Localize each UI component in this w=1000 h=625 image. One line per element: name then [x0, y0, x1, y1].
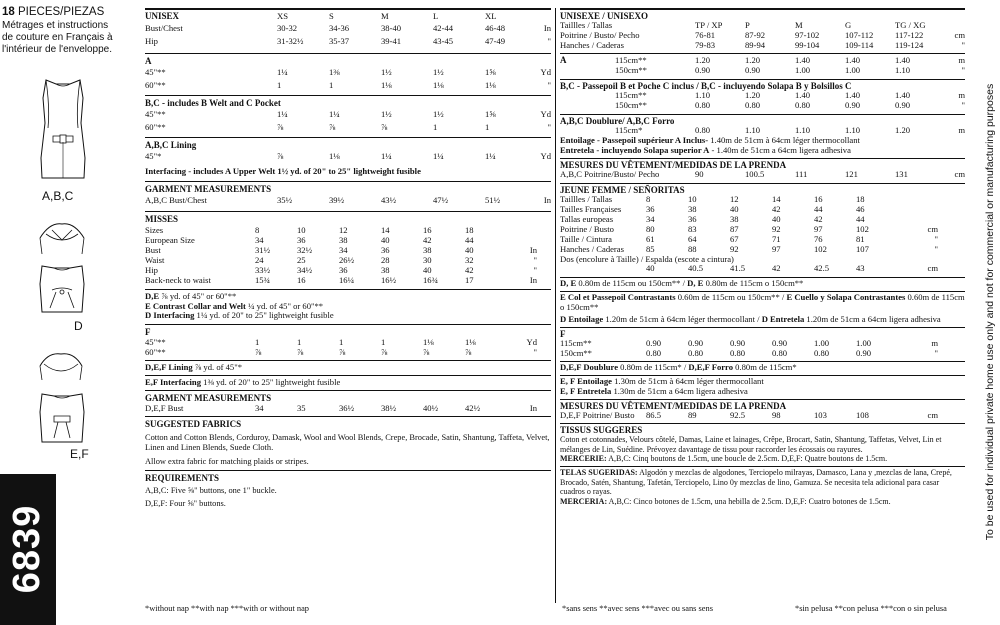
- table-row: Hanches / Caderas 79-83 89-94 99-104 109-114 119-124 ": [560, 41, 965, 51]
- table-row: 150cm** 0.80 0.80 0.80 0.90 0.90 ": [615, 100, 965, 110]
- collar-detail-illustration-e: [38, 348, 84, 382]
- fabrics-text: Cotton and Cotton Blends, Corduroy, Damask, Wool and Wool Blends, Crepe, Brocade, Satin, Shantung, Taffeta, Velvet, Linen and Linen Blends, Suede Cloth.: [145, 432, 550, 452]
- jeune-femme-section: JEUNE FEMME / SEÑORITAS Taillles / Tallas 8 10 12 14 16 18 Tailles Françaises 36 38 40 42 44 46 Tallas europeas 34 36 38 40 42 44 Poitrine / Busto 80 83 87 92 97 102 cm Taille / Cintura 61 64 67 71 76 81 " Hanches / Caderas 85 88 92 97 102 107 " Dos (encolure à Taille) / Espalda (escote a cintura) 40 40.5 41.5 42 42.5 43 cm: [560, 183, 965, 274]
- garment-measurements-2: GARMENT MEASUREMENTS D,E,F Bust 34 35 36½ 38½ 40½ 42½ In: [145, 390, 551, 413]
- table-row: Poitrine / Busto 80 83 87 92 97 102 cm: [560, 224, 938, 234]
- view-label-abc: A,B,C: [42, 189, 74, 203]
- vest-back-illustration-d: [36, 264, 88, 316]
- table-row: 45"* ⅞ 1⅛ 1¼ 1¼ 1¼ Yd: [145, 152, 551, 162]
- vest-back-illustration-ef: [36, 392, 88, 446]
- fr-mesures-1: MESURES DU VÊTEMENT/MEDIDAS DE LA PRENDA A,B,C Poitrine/Busto/ Pecho 90 100.5 111 121 131 cm: [560, 159, 965, 180]
- table-row: Taille / Cintura 61 64 67 71 76 81 ": [560, 234, 938, 244]
- table-row: Taillles / Tallas 8 10 12 14 16 18: [560, 195, 865, 205]
- view-a-title: A: [145, 55, 152, 66]
- column-divider: [555, 8, 556, 603]
- intro-text: Métrages et instructions de couture en Français à l'intérieur de l'enveloppe.: [2, 20, 113, 55]
- fr-view-e-contrast-section: E Col et Passepoil Contrastants 0.60m de 115cm ou 150cm** / E Cuello y Solapa Contrastantes 0.60m de 115cm o 150cm** D Entoilage 1.20m de 51cm à 64cm léger thermocollant / D Entretela 1.20m de 51cm a 64cm ligera adhesiva: [560, 292, 965, 324]
- table-row: 45"** 1¼ 1¼ 1½ 1½ 1⅝ Yd: [145, 110, 551, 120]
- table-row: 150cm** 0.80 0.80 0.80 0.80 0.80 0.90 ": [560, 349, 938, 359]
- table-row: Hip 33½ 34½ 36 38 40 42 ": [145, 265, 537, 275]
- sidebar: [0, 0, 112, 625]
- misses-section: MISSES Sizes 8 10 12 14 16 18 European Size 34 36 38 40 42 44 Bust 31½ 32½ 34 36 38 40 In Waist 24 25 26½ 28 30 32 " Hip 33½ 34½ 36 38 40 42 " Back-neck to waist 15¾ 16 16¼ 16½ 16¾ 17 In: [145, 211, 551, 286]
- unisex-header-row: [145, 11, 551, 22]
- view-bc-title: B,C - includes B Welt and C Pocket: [145, 97, 281, 108]
- table-row: 60"** ⅞ ⅞ ⅞ 1 1 ": [145, 122, 551, 132]
- pieces-count: [2, 6, 104, 19]
- tissus-section: TISSUS SUGGERES Coton et cotonnades, Velours côtelé, Damas, Laine et lainages, Crêpe, Brocart, Satin, Shantung, Taffetas, Velvet, Lin et mélanges de Lin, Suédine. Prévoyez davantage de tissu pour raccorder les écossais ou rayures. MERCERIE: A,B,C: Cinq boutons de 1.5cm, une boucle de 2.5cm. D,E,F: Quatre boutons de 1.5cm.: [560, 423, 965, 466]
- table-row: Bust/Chest 30-32 34-36 38-40 42-44 46-48 In: [145, 23, 551, 33]
- french-footnote: *sans sens **avec sens ***avec ou sans sens: [562, 604, 713, 613]
- ef-interfacing-section: E,F Interfacing 1⅜ yd. of 20" to 25" lightweight fusible: [145, 375, 551, 390]
- table-row: 45"** 1¼ 1⅜ 1½ 1½ 1⅝ Yd: [145, 67, 551, 77]
- pieces-number: 18: [2, 6, 15, 18]
- table-row: Tallas europeas 34 36 38 40 42 44: [560, 215, 865, 225]
- view-bc-section: [145, 95, 551, 133]
- table-row: Bust 31½ 32½ 34 36 38 40 In: [145, 246, 537, 256]
- size-l: L: [433, 12, 439, 21]
- suggested-fabrics-section: SUGGESTED FABRICS Cotton and Cotton Blends, Corduroy, Damask, Wool and Wool Blends, Crepe, Brocade, Satin, Shantung, Taffeta, Velvet, Linen and Linen Blends, Suede Cloth. Allow extra fabric for matching plaids or stripes.: [145, 416, 551, 470]
- table-row: Taillles / Tallas TP / XP P M G TG / XG: [560, 21, 926, 31]
- table-row: D,E,F Poitrine/ Busto 86.5 89 92.5 98 103 108 cm: [560, 410, 938, 420]
- garment-measurements-1: GARMENT MEASUREMENTS A,B,C Bust/Chest 35½ 39½ 43½ 47½ 51½ In: [145, 181, 551, 206]
- view-de-section: D,E ⅞ yd. of 45" or 60"** E Contrast Collar and Welt ¼ yd. of 45" or 60"** D Interfacing 1¼ yd. of 20" to 25" lightweight fusible: [145, 289, 551, 325]
- table-row: 150cm** 0.90 0.90 1.00 1.00 1.10 ": [615, 65, 965, 75]
- pattern-number: 6839: [6, 504, 49, 594]
- abc-interfacing-note: Interfacing - includes A Upper Welt 1½ yd. of 20" to 25" lightweight fusible: [145, 166, 421, 177]
- english-column: [145, 8, 551, 509]
- table-row: A,B,C Poitrine/Busto/ Pecho 90 100.5 111 121 131 cm: [560, 170, 965, 180]
- table-row: 40 40.5 41.5 42 42.5 43 cm: [646, 264, 938, 274]
- fr-view-a-section: [560, 53, 965, 76]
- requirements-section: REQUIREMENTS A,B,C: Five ⅝" buttons, one 1" buckle. D,E,F: Four ⅝" buttons.: [145, 470, 551, 510]
- abc-lining-title: A,B,C Lining: [145, 139, 197, 150]
- spanish-footnote: *sin pelusa **con pelusa ***con o sin pelusa: [795, 604, 947, 613]
- view-a-section: [145, 53, 551, 91]
- collar-detail-illustration: [38, 218, 86, 256]
- view-label-ef: E,F: [70, 447, 89, 461]
- def-lining-section: D,E,F Lining ⅞ yd. of 45"*: [145, 360, 551, 375]
- abc-lining-section: [145, 137, 551, 177]
- size-xl: XL: [485, 12, 497, 21]
- fr-view-bc-section: B,C - Passepoil B et Poche C inclus / B,C - incluyendo Solapa B y Bolsillos C 115cm** 1.10 1.20 1.40 1.40 1.40 m 150cm** 0.80 0.80 0.80 0.90 0.90 ": [560, 80, 965, 110]
- table-row: Tailles Françaises 36 38 40 42 44 46: [560, 205, 865, 215]
- table-row: 115cm* 0.80 1.10 1.10 1.10 1.20 m: [615, 126, 965, 136]
- fr-view-de-section: D, E 0.80m de 115cm ou 150cm** / D, E 0.80m de 115cm o 150cm**: [560, 277, 965, 291]
- table-row: 115cm** 0.90 0.90 0.90 0.90 1.00 1.00 m: [560, 339, 938, 349]
- telas-section: TELAS SUGERIDAS: Algodón y mezclas de algodones, Terciopelo milrayas, Damasco, Lana y ,mezclas de lana, Crepé, Brocado, Satén, Shantung, Tafetán, Terciopelo, Lino 0y mezclas de lino, Gamuza. Se necesita tela adicional para casar cuadros o rayas. MERCERIA: A,B,C: Cinco botones de 1.5cm, una hebilla de 2.5cm. D,E,F: Cuatro botones de 1.5cm.: [560, 466, 965, 506]
- french-spanish-column: [560, 8, 965, 506]
- unisex-section: [145, 8, 551, 47]
- pattern-number-block: [0, 474, 56, 625]
- fr-abc-lining-section: A,B,C Doublure/ A,B,C Forro 115cm* 0.80 1.10 1.10 1.10 1.20 m Entoilage - Passepoil supérieur A Inclus- 1.40m de 51cm à 64cm léger thermocollant Entretela - incluyendo Solapa superior A - 1.40m de 51cm a 64cm ligera adhesiva: [560, 115, 965, 155]
- unisex-title: UNISEX: [145, 11, 180, 21]
- table-row: 45"** 1 1 1 1 1⅛ 1⅛ Yd: [145, 337, 537, 347]
- table-row: 115cm** 1.10 1.20 1.40 1.40 1.40 m: [615, 91, 965, 101]
- unisexe-section: UNISEXE / UNISEXO Taillles / Tallas TP / XP P M G TG / XG Poitrine / Busto/ Pecho 76-81 87-92 97-102 107-112 117-122 cm Hanches / Caderas 79-83 89-94 99-104 109-114 119-124 ": [560, 11, 965, 51]
- table-row: 60"** ⅞ ⅞ ⅞ ⅞ ⅞ ⅞ ": [145, 347, 537, 357]
- view-f-section: F 45"** 1 1 1 1 1⅛ 1⅛ Yd 60"** ⅞ ⅞ ⅞ ⅞ ⅞ ⅞ ": [145, 324, 551, 357]
- table-row: A 115cm** 1.20 1.20 1.40 1.40 1.40 m: [560, 54, 965, 65]
- size-s: S: [329, 12, 334, 21]
- fr-mesures-2: MESURES DU VÊTEMENT/MEDIDAS DE LA PRENDA D,E,F Poitrine/ Busto 86.5 89 92.5 98 103 108 cm: [560, 399, 965, 421]
- fr-ef-interfacing-section: E, F Entoilage 1.30m de 51cm à 64cm léger thermocollant E, F Entretela 1.30m de 51cm a 64cm ligera adhesiva: [560, 375, 965, 399]
- vest-back-illustration-abc: [38, 78, 88, 186]
- size-m: M: [381, 12, 389, 21]
- table-row: Back-neck to waist 15¾ 16 16¼ 16½ 16¾ 17 In: [145, 275, 537, 285]
- table-row: Waist 24 25 26½ 28 30 32 ": [145, 256, 537, 266]
- pieces-label: PIECES/PIEZAS: [18, 6, 105, 18]
- fabrics-note: Allow extra fabric for matching plaids or stripes.: [145, 456, 309, 466]
- table-row: 60"** 1 1 1⅛ 1⅛ 1⅛ ": [145, 80, 551, 90]
- table-row: European Size 34 36 38 40 42 44: [145, 236, 474, 246]
- table-row: Poitrine / Busto/ Pecho 76-81 87-92 97-102 107-112 117-122 cm: [560, 31, 965, 41]
- table-row: D,E,F Bust 34 35 36½ 38½ 40½ 42½ In: [145, 403, 537, 413]
- table-row: A,B,C Bust/Chest 35½ 39½ 43½ 47½ 51½ In: [145, 196, 551, 206]
- table-row: Hip 31-32½ 35-37 39-41 43-45 47-49 ": [145, 36, 551, 46]
- usage-disclaimer: To be used for individual private home use only and not for commercial or manufacturing purposes: [983, 83, 996, 541]
- table-row: Sizes 8 10 12 14 16 18: [145, 226, 474, 236]
- fr-def-lining-section: D,E,F Doublure 0.80m de 115cm* / D,E,F Forro 0.80m de 115cm*: [560, 361, 965, 375]
- view-label-d: D: [74, 319, 83, 333]
- english-footnote: *without nap **with nap ***with or without nap: [145, 604, 309, 613]
- size-xs: XS: [277, 12, 288, 21]
- table-row: Hanches / Caderas 85 88 92 97 102 107 ": [560, 244, 938, 254]
- fr-view-f-section: F 115cm** 0.90 0.90 0.90 0.90 1.00 1.00 m 150cm** 0.80 0.80 0.80 0.80 0.80 0.90 ": [560, 327, 965, 359]
